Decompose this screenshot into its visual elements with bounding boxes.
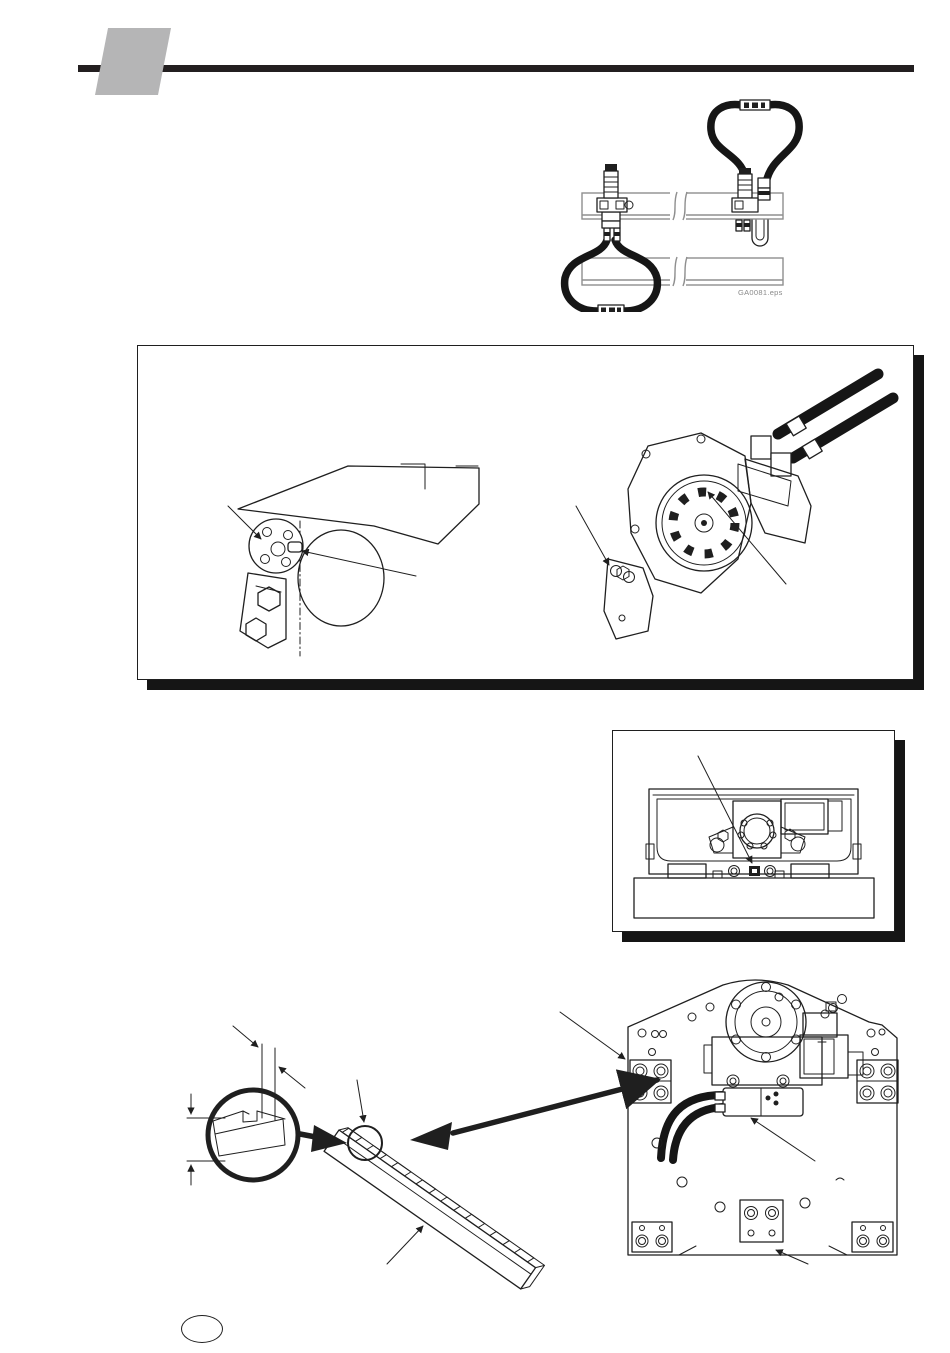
frame-beam-lower [582, 256, 783, 287]
figure-box-machine-front [612, 730, 895, 932]
figure-box-pump-views [137, 345, 914, 680]
page-number-oval [181, 1315, 223, 1343]
mount-block-bottom-center [740, 1200, 783, 1242]
notch-detail-magnifier [187, 1026, 347, 1185]
rail-notch-highlight-circle [348, 1126, 382, 1160]
motor-front-view [576, 374, 893, 639]
leader-to-rail [387, 1226, 423, 1264]
hose-loop-lower-assembly [565, 164, 658, 312]
central-pump-mount [709, 799, 842, 858]
mount-block-bottom-right [852, 1222, 893, 1252]
header-rule [78, 65, 914, 72]
mount-block-top-left [630, 1049, 671, 1104]
plate-hoses [661, 1088, 815, 1161]
figure-plate-and-rail [163, 968, 908, 1308]
figure-caption: GA0081.eps [738, 288, 783, 297]
pump-views-drawing [138, 346, 913, 679]
leader-to-notch [357, 1080, 364, 1122]
notched-rail [324, 1124, 544, 1292]
machine-front-drawing [613, 731, 894, 931]
hose-loop-upper-assembly [711, 100, 799, 246]
pump-rear-view [228, 464, 479, 656]
callout-arrow-plate-to-rail [410, 1080, 657, 1150]
mount-block-bottom-left [632, 1222, 672, 1252]
mounting-plate [560, 980, 898, 1264]
figure-hose-routing [555, 92, 845, 312]
header-tab-parallelogram [95, 28, 171, 95]
